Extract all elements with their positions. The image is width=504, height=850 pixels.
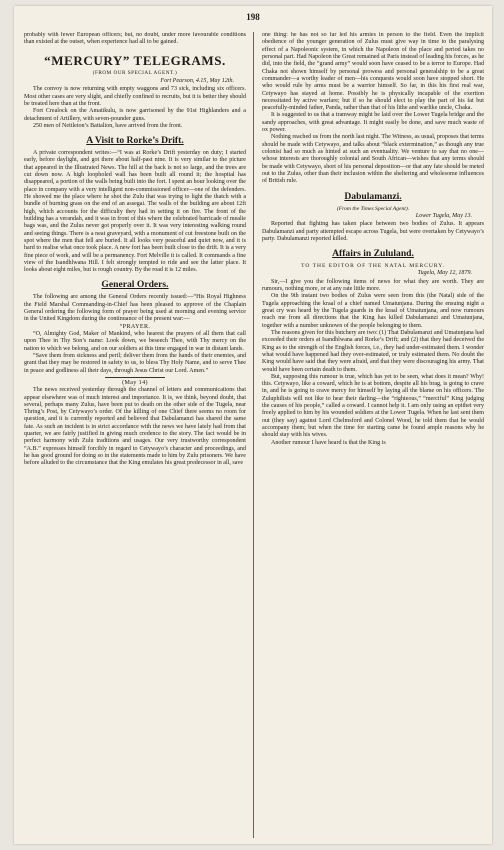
- dabulamanzi-byline: (From the Times Special Agent).: [336, 205, 410, 212]
- dabulamanzi-dateline: Lower Tugela, May 13.: [415, 212, 472, 219]
- affairs-paragraph: On the 9th instant two bodies of Zulus were seen from this (the Natal) side of the Tugela approaching the kraal of a chief named Umatunjana. During the ensuing night a great cry was heard by the Tugela guards in the kraal of Umatunjana, and now rumours reach me from all directions that the King has killed Dabulamanzi and Umatunjana, together with a number unknown of the people belonging to them.: [262, 293, 484, 329]
- telegram-paragraph: 250 men of Nettleton’s Battalion, have arrived from the front.: [33, 122, 183, 129]
- affairs-paragraph: Another rumour I have heard is that the King is: [271, 439, 386, 446]
- section-divider: [105, 377, 165, 378]
- witness-paragraph: Nothing reached us from the north last night. The Witness, as usual, proposes that terms should be made with Cetywayo, and talks about “black extermination,” as though any true colonist had so much as hinted at such an eventuality. We venture to say that no one—whose interests are thoroughly colonial and South African—wishes that any terms should be made with Cetywayo, short of his personal deposition—or that any fate should be meted out to the Zulus, other than their inclusion within the sheltering and wholesome influences of British rule.: [262, 134, 484, 185]
- continued-paragraph: one thing: he has not so far led his armies in person to the field. Even the implicit obedience of the younger generation of Zulus must give way in time to the paralysing effect of a Napoleonic system, in which the Napoleon of the place and period takes no personal part. Had Napoleon the Great remained at Paris instead of leading his forces, as he did, into the field, the “grand army” would soon have ceased to be a terror to Europe. Had Chaka not shown himself by personal prowess and personal generalship to be a great commander—a worthy leader of men—his conquests would soon have stopped short. He who would rule by arms must be a warrior himself. So far, in this his first real war, Cetywayo has stayed at home. Possibly he is physically incapable of the exertion necessitated by active warfare; but if so he should elect to play the part of his fat but peacefully-minded father, Panda, rather than that of his lithe and warlike uncle, Chaka.: [262, 32, 484, 112]
- prayer-paragraph: “O, Almighty God, Maker of Mankind, who hearest the prayers of all them that call upon Thee in Thy Son’s name: Look down, we beseech Thee, with Thy mercy on the nation to which we belong, and on our soldiers at this time engaged in war in distant lands.: [24, 331, 246, 352]
- column-rule: [253, 32, 254, 838]
- telegram-byline: (FROM OUR SPECIAL AGENT.): [92, 69, 178, 76]
- telegram-paragraph: Fort Crealock on the Amatikulu, is now garrisoned by the 91st Highlanders and a detachment of Artillery, with seven-pounder guns.: [24, 108, 246, 122]
- page-number: 198: [246, 12, 260, 22]
- prayer-title: “PRAYER.: [119, 323, 151, 330]
- affairs-paragraph: Sir,—I give you the following items of news for what they are worth. They are rumours, nothing more, or at any rate little more.: [262, 278, 484, 293]
- to-editor-line: TO THE EDITOR OF THE NATAL MERCURY.: [301, 263, 445, 270]
- dabulamanzi-paragraph: Reported that fighting has taken place between two bodies of Zulus. It appears Dabulamanzi and party attempted escape across Tugela, but were overtaken by Cetywayo’s party. Dabulamanzi reported killed.: [262, 221, 484, 242]
- orders-paragraph: The following are among the General Orders recently issued:—“His Royal Highness the Field Marshal Commanding-in-Chief has been pleased to approve of the Chaplain General ordering the following form of prayer being used at morning and evening service in the United Kingdom during the continuance of the present war:—: [24, 294, 246, 323]
- left-column: [24, 32, 246, 840]
- telegram-title: “MERCURY” TELEGRAMS.: [44, 52, 226, 68]
- affairs-dateline: Tugela, May 12, 1879.: [417, 270, 472, 277]
- right-column: [262, 32, 484, 840]
- tramway-paragraph: It is suggested to us that a tramway might be laid over the Lower Tugela bridge and the sandy approaches, with great advantage. It might easily be done, and save much waste of ox power.: [262, 112, 484, 134]
- telegram-dateline: Fort Pearson, 4.15, May 12th.: [160, 77, 234, 84]
- affairs-paragraph: The reasons given for this butchery are two: (1) That Dabulamanzi and Umatunjana had exceeded their orders at Isandhlwana and Rorke’s Drift; and (2) that they had deceived the King as to the strength of the English forces, i.e., they had under-estimated them. I wonder what would have happened had they over-estimated, or truly estimated them. No doubt the King would have said that they were afraid, and that they were discouraging his army. That would have been certain death to them.: [262, 329, 484, 373]
- rorke-heading: A Visit to Rorke’s Drift.: [86, 135, 184, 147]
- affairs-paragraph: But, supposing this rumour is true, which has yet to be seen, what does it mean? Why! this. Cetywayo, like a coward, which he is at bottom, despite all his brag, is going to crave in, and he is going to crave mercy for himself by laying all the blame on his officers. The Zuluphilists will not like to hear their darling—the “righteous,” “merciful” King judging the causes of his people,” called a coward. I cannot help it. I am only using an epithet very freely applied to him by his wounded soldiers at the Lower Tugela. When he last sent them out (they say) against Lord Chelmsford and Colonel Wood, he told them that he would accompany them; but when the time for starting came he found ample reasons why he should stay with his wives.: [262, 373, 484, 439]
- telegram-paragraph: The convoy is now returning with empty waggons and 73 sick, including six officers. Most other cases are very slight, and chiefly confined to recruits, but it is better they should be treated here than at the front.: [24, 86, 246, 107]
- affairs-heading: Affairs in Zululand.: [332, 248, 414, 260]
- intro-paragraph: probably with fewer European officers; but, no doubt, under more favourable conditions than existed at the outset, when experience had all to be gained.: [24, 32, 246, 46]
- rorke-paragraph: A private correspondent writes:—“I was at Rorke’s Drift yesterday on duty; I started early, before daylight, and got there about half-past nine. It is very similar to the picture that appeared in the Illustrated News. The hill at the back is not so large, and the trees are cut down now. A high loopholed wall has been built all round it; the hospital has disappeared, a portion of the walls being built into the fort. I spent an hour looking over the place in company with a very intelligent non-commissioned officer—one of the defenders. He showed me the place where he shot the Zulu that was trying to light the thatch with a bundle of burning grass on the end of an assegai. The walls of the building are about 12ft high, which accounts for the difficulty they had in setting it on fire. The front of the building has a verandah, and it was in front of this where the celebrated barricade of mealie bags was, and the Zulus never got properly over it. It was very interesting walking round and seeing things. There is a neat graveyard, with a monument of cut freestone built on the spot where the men that fell are buried. It all looks very peaceful and quiet now, and it is hard to realise what once took place. A new fort has been built close to the drift. It is a very fine piece of work, and will be a permanency. Fort Melville it is called. It commands a fine view of the Isandhlwana Hill. I felt strongly tempted to ride and see the latter place. It looks about eight miles, but is rough country. By the road it is 12 miles.: [24, 150, 246, 274]
- dabulamanzi-heading: Dabulamanzi.: [344, 190, 402, 202]
- newspaper-page: [14, 6, 492, 844]
- prayer-paragraph: “Save them from sickness and peril; deliver them from the hands of their enemies, and grant that they may be restored in safety to us, to bless Thy Holy Name, and to serve Thee in peace and godliness all their days, through Jesus Christ our Lord. Amen.”: [24, 352, 246, 374]
- may14-date: (May 14): [122, 379, 148, 386]
- may14-paragraph: The news received yesterday through the channel of letters and communications that appear elsewhere was of much interest and importance. It is, we think, beyond doubt, that several, perhaps many Zulus, have been put to death on the other side of the Tugela, near Thring’s Post, by Cetywayo’s order. Of the killing of one Chief there seems no room for question, and it is currently reported and believed that Dabulamanzi has shared the same fate. As such an incident is in strict accordance with the news we have lately had from that quarter, we are fairly justified in giving much credence to the story. The fact would be in perfect harmony with Zulu traditions and usages. Our very trustworthy correspondent “A.B.” expresses himself forcibly in regard to Cetywayo’s character and proceedings, and he has good ground for doing so in the statements made to him by Zulu prisoners. We have before alluded to the circumstance that the King emulates his great predecessor in all, save: [24, 387, 246, 467]
- general-orders-heading: General Orders.: [101, 279, 169, 291]
